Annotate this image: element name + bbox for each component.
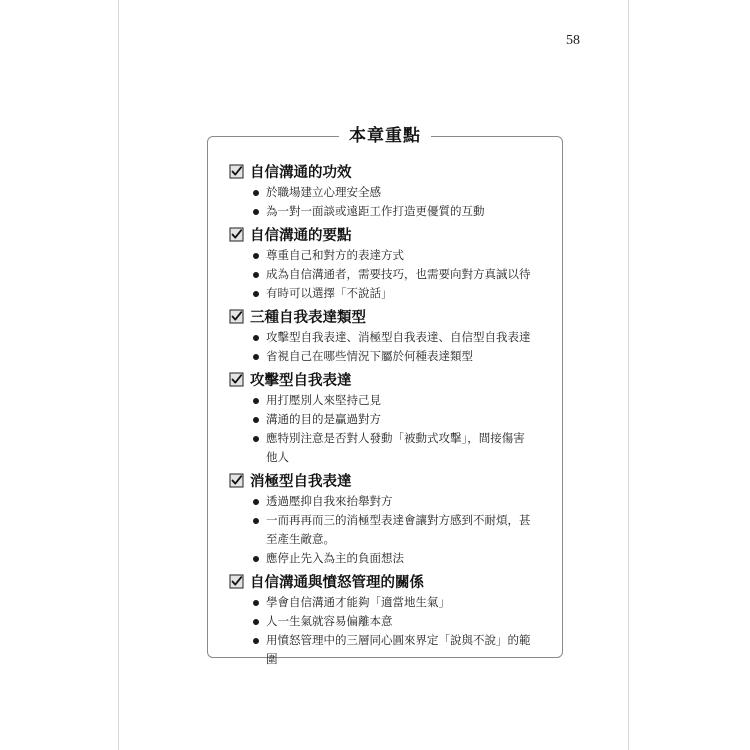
bullet-list [229,183,549,221]
section-title: 消極型自我表達 [250,474,352,490]
bullet-item [229,511,549,549]
bullet-list [229,593,549,669]
section-title: 自信溝通與憤怒管理的關係 [250,575,424,591]
section-heading [229,469,549,492]
bullet-text: 透過壓抑自我來抬舉對方 [266,494,393,508]
bullet-dot-icon [253,638,259,644]
bullet-dot-icon [253,272,259,278]
bullet-text: 一而再再而三的消極型表達會讓對方感到不耐煩，甚 至產生敵意。 [266,513,531,546]
bullet-text: 應特別注意是否對人發動「被動式攻擊」，間接傷害 他人 [266,431,525,464]
summary-section [229,469,549,570]
bullet-item [229,284,549,303]
bullet-dot-icon [253,499,259,505]
section-heading [229,305,549,328]
bullet-text: 為一對一面談或遠距工作打造更優質的互動 [266,204,485,218]
bullet-text: 用憤怒管理中的三層同心圓來界定「說與不說」的範 圍 [266,633,531,666]
summary-section [229,160,549,223]
bullet-dot-icon [253,556,259,562]
bullet-text: 尊重自己和對方的表達方式 [266,248,404,262]
bullet-text: 成為自信溝通者，需要技巧，也需要向對方真誠以待 [266,267,531,281]
section-title: 自信溝通的功效 [250,165,352,181]
summary-title: 本章重點 [339,125,431,147]
bullet-item [229,246,549,265]
summary-section [229,368,549,469]
bullet-dot-icon [253,209,259,215]
bullet-item [229,593,549,612]
section-heading [229,160,549,183]
bullet-item [229,202,549,221]
page-gutter-right [628,0,629,750]
bullet-item [229,391,549,410]
checked-box-icon [229,372,244,387]
bullet-item [229,549,549,568]
page-gutter-left [118,0,119,750]
checked-box-icon [229,574,244,589]
bullet-text: 溝通的目的是贏過對方 [266,412,381,426]
checked-box-icon [229,309,244,324]
bullet-text: 學會自信溝通才能夠「適當地生氣」 [266,595,450,609]
checked-box-icon [229,473,244,488]
summary-sections [229,160,549,671]
bullet-list [229,391,549,467]
bullet-dot-icon [253,619,259,625]
summary-section [229,223,549,305]
bullet-item [229,612,549,631]
bullet-item [229,410,549,429]
summary-title-wrap [208,125,562,147]
bullet-text: 用打壓別人來堅持己見 [266,393,381,407]
section-heading [229,570,549,593]
bullet-item [229,631,549,669]
bullet-list [229,492,549,568]
bullet-item [229,492,549,511]
section-title: 自信溝通的要點 [250,228,352,244]
bullet-dot-icon [253,518,259,524]
section-heading [229,368,549,391]
chapter-summary-box [207,126,563,666]
bullet-dot-icon [253,335,259,341]
bullet-list [229,328,549,366]
bullet-item [229,265,549,284]
page-number: 58 [566,33,580,48]
bullet-item [229,429,549,467]
bullet-text: 人一生氣就容易偏離本意 [266,614,393,628]
bullet-list [229,246,549,303]
bullet-dot-icon [253,398,259,404]
bullet-item [229,347,549,366]
section-title: 攻擊型自我表達 [250,373,352,389]
bullet-dot-icon [253,600,259,606]
section-heading [229,223,549,246]
bullet-dot-icon [253,417,259,423]
summary-section [229,570,549,671]
bullet-item [229,183,549,202]
checked-box-icon [229,164,244,179]
section-title: 三種自我表達類型 [250,310,366,326]
bullet-text: 應停止先入為主的負面想法 [266,551,404,565]
bullet-dot-icon [253,291,259,297]
summary-section [229,305,549,368]
bullet-dot-icon [253,190,259,196]
bullet-text: 省視自己在哪些情況下屬於何種表達類型 [266,349,473,363]
checked-box-icon [229,227,244,242]
bullet-text: 攻擊型自我表達、消極型自我表達、自信型自我表達 [266,330,531,344]
bullet-item [229,328,549,347]
bullet-dot-icon [253,253,259,259]
bullet-text: 有時可以選擇「不說話」 [266,286,393,300]
bullet-text: 於職場建立心理安全感 [266,185,381,199]
bullet-dot-icon [253,354,259,360]
bullet-dot-icon [253,436,259,442]
